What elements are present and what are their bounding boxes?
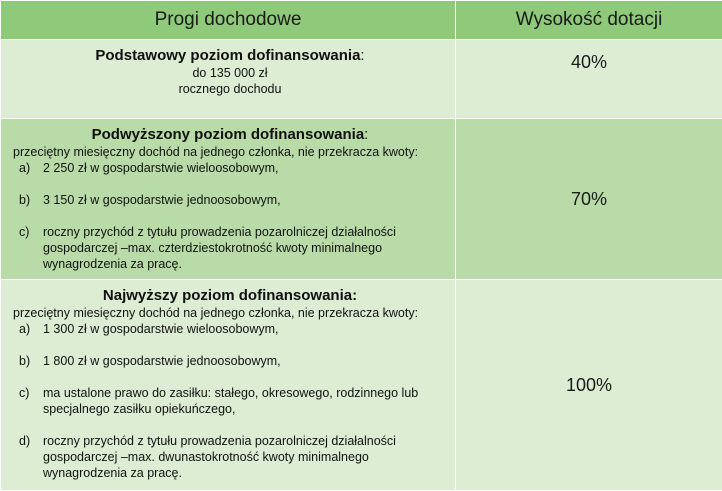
header-income-thresholds: Progi dochodowe bbox=[1, 1, 456, 40]
row-title: Podwyższony poziom dofinansowania: bbox=[13, 126, 447, 144]
list-item: c) ma ustalone prawo do zasiłku: stałego, okresowego, rodzinnego lub specjalnego zasiłku opiekuńczego, bbox=[13, 385, 447, 417]
threshold-cell-increased bbox=[1, 119, 456, 280]
rate-highest: 100% bbox=[456, 280, 722, 491]
list-item: a) 1 300 zł w gospodarstwie wieloosobowym, bbox=[13, 321, 447, 337]
table-row-basic bbox=[1, 40, 722, 119]
criteria-list bbox=[13, 160, 447, 272]
header-row bbox=[1, 1, 722, 40]
row-intro: przeciętny miesięczny dochód na jednego członka, nie przekracza kwoty: bbox=[13, 144, 447, 160]
row-line: do 135 000 zł bbox=[13, 65, 447, 81]
row-title: Najwyższy poziom dofinansowania: bbox=[13, 287, 447, 305]
rate-basic: 40% bbox=[456, 40, 722, 119]
list-item: b) 1 800 zł w gospodarstwie jednoosobowym, bbox=[13, 353, 447, 369]
row-line: rocznego dochodu bbox=[13, 81, 447, 97]
table-row-increased bbox=[1, 119, 722, 280]
row-title: Podstawowy poziom dofinansowania: bbox=[13, 47, 447, 65]
threshold-cell-basic bbox=[1, 40, 456, 119]
list-item: b) 3 150 zł w gospodarstwie jednoosobowym, bbox=[13, 192, 447, 208]
table-row-highest bbox=[1, 280, 722, 491]
list-item: c) roczny przychód z tytułu prowadzenia pozarolniczej działalności gospodarczej –max. czterdziestokrotność kwoty minimalnego wynagrodzenia za pracę. bbox=[13, 224, 447, 272]
list-item: d) roczny przychód z tytułu prowadzenia pozarolniczej działalności gospodarczej –max. dwunastokrotność kwoty minimalnego wynagrodzenia za pracę. bbox=[13, 433, 447, 481]
row-intro: przeciętny miesięczny dochód na jednego członka, nie przekracza kwoty: bbox=[13, 305, 447, 321]
list-item: a) 2 250 zł w gospodarstwie wieloosobowym, bbox=[13, 160, 447, 176]
header-subsidy-amount: Wysokość dotacji bbox=[456, 1, 722, 40]
rate-increased: 70% bbox=[456, 119, 722, 280]
threshold-cell-highest bbox=[1, 280, 456, 491]
criteria-list bbox=[13, 321, 447, 481]
